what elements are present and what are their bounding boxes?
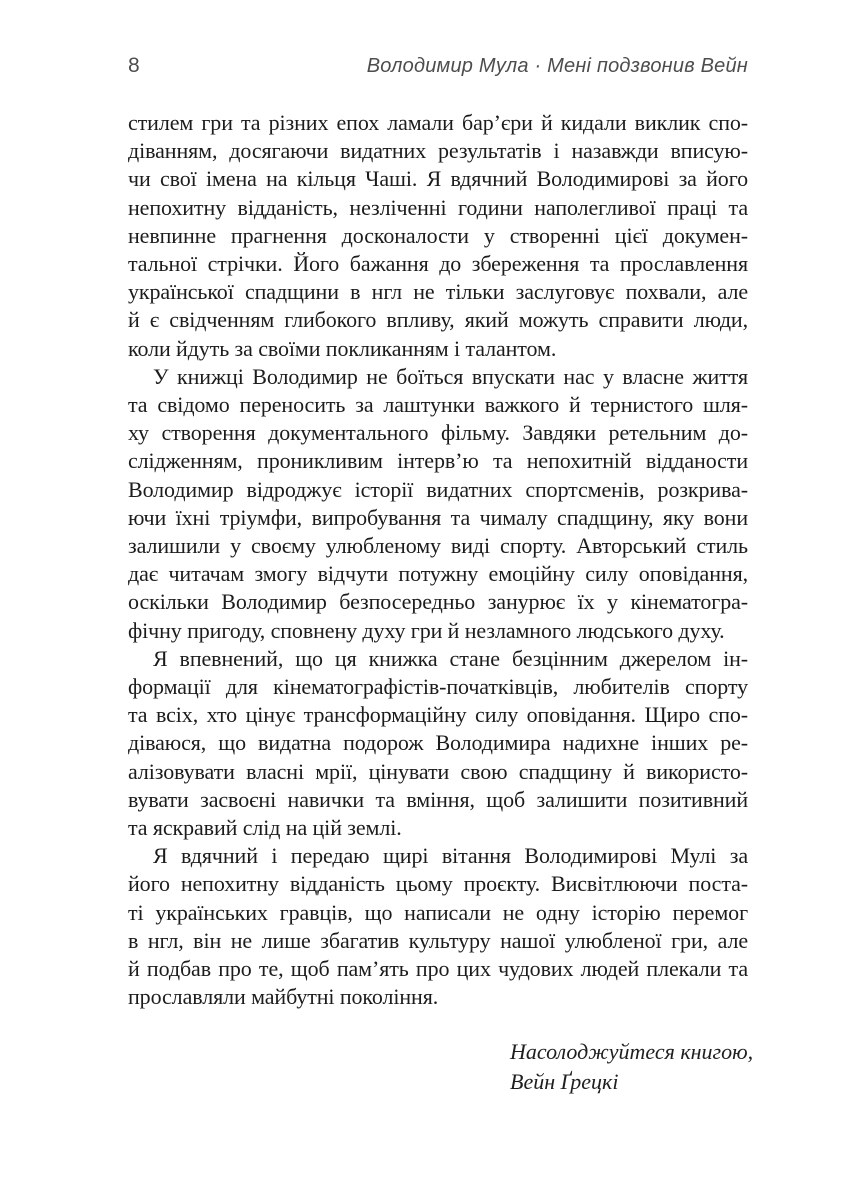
- text-line: його непохитну відданість цьому проєкту. Висвітлюючи поста-: [128, 871, 748, 897]
- text-line: Я вдячний і передаю щирі вітання Володимирові Мулі за: [153, 843, 748, 869]
- text-line: формації для кінематографістів-початківців, любителів спорту: [128, 674, 748, 700]
- text-line: діваюся, що видатна подорож Володимира надихне інших ре-: [128, 730, 748, 756]
- text-line: вувати засвоєні навички та вміння, щоб залишити позитивний: [128, 786, 748, 812]
- text-line: ху створення документального фільму. Завдяки ретельним до-: [128, 420, 748, 446]
- text-line: чи свої імена на кільця Чаші. Я вдячний Володимирові за його: [128, 166, 748, 192]
- text-line: Володимир відроджує історії видатних спортсменів, розкрива-: [128, 476, 748, 502]
- text-line: в нгл, він не лише збагатив культуру нашої улюбленої гри, але: [128, 927, 748, 953]
- page-number: 8: [128, 54, 141, 77]
- text-line: непохитну відданість, незліченні години наполегливої праці та: [128, 194, 748, 220]
- text-line: слідженням, проникливим інтерв’ю та непохитній відданости: [128, 448, 748, 474]
- text-line: української спадщини в нгл не тільки заслуговує похвали, але: [128, 279, 748, 305]
- text-line: стилем гри та різних епох ламали бар’єри й кидали виклик спо-: [128, 110, 748, 135]
- page-header: [128, 54, 748, 78]
- text-line: та свідомо переносить за лаштунки важкого й тернистого шля-: [128, 392, 748, 418]
- text-line: алізовувати власні мрії, цінувати свою спадщину й використо-: [128, 758, 748, 784]
- signature-block: [510, 1037, 753, 1097]
- text-line: оскільки Володимир безпосередньо занурює їх у кінематогра-: [128, 589, 748, 615]
- signature-line: Насолоджуйтеся книгою,: [510, 1039, 754, 1064]
- text-line: й подбав про те, щоб пам’ять про цих чудових людей плекали та: [128, 956, 748, 982]
- signature-line: Вейн Ґрецкі: [510, 1069, 619, 1094]
- text-line: залишили у своєму улюбленому виді спорту. Авторський стиль: [128, 533, 748, 559]
- text-line: фічну пригоду, сповнену духу гри й незламного людського духу.: [128, 617, 725, 643]
- text-line: Я впевнений, що ця книжка стане безцінним джерелом ін-: [153, 645, 748, 671]
- text-line: коли йдуть за своїми покликанням і талантом.: [128, 335, 557, 361]
- text-line: невпинне прагнення досконалости у створенні цієї докумен-: [128, 222, 748, 248]
- text-line: У книжці Володимир не боїться впускати нас у власне життя: [153, 363, 748, 389]
- body-text: [128, 109, 748, 1012]
- running-title: Володимир Мула · Мені подзвонив Вейн: [366, 55, 748, 77]
- text-line: та всіх, хто цінує трансформаційну силу оповідання. Щиро спо-: [128, 702, 748, 728]
- text-line: тальної стрічки. Його бажання до збереження та прославлення: [128, 251, 748, 277]
- text-line: дає читачам змогу відчути потужну емоційну силу оповідання,: [128, 561, 748, 587]
- text-line: та яскравий слід на цій землі.: [128, 815, 402, 841]
- text-line: прославляли майбутні покоління.: [128, 984, 439, 1010]
- text-line: ючи їхні тріумфи, випробування та чималу спадщину, яку вони: [128, 504, 748, 530]
- text-line: й є свідченням глибокого впливу, який можуть справити люди,: [128, 307, 748, 333]
- text-line: ті українських гравців, що написали не одну історію перемог: [128, 899, 748, 925]
- text-line: діванням, досягаючи видатних результатів і назавжди вписую-: [128, 138, 748, 164]
